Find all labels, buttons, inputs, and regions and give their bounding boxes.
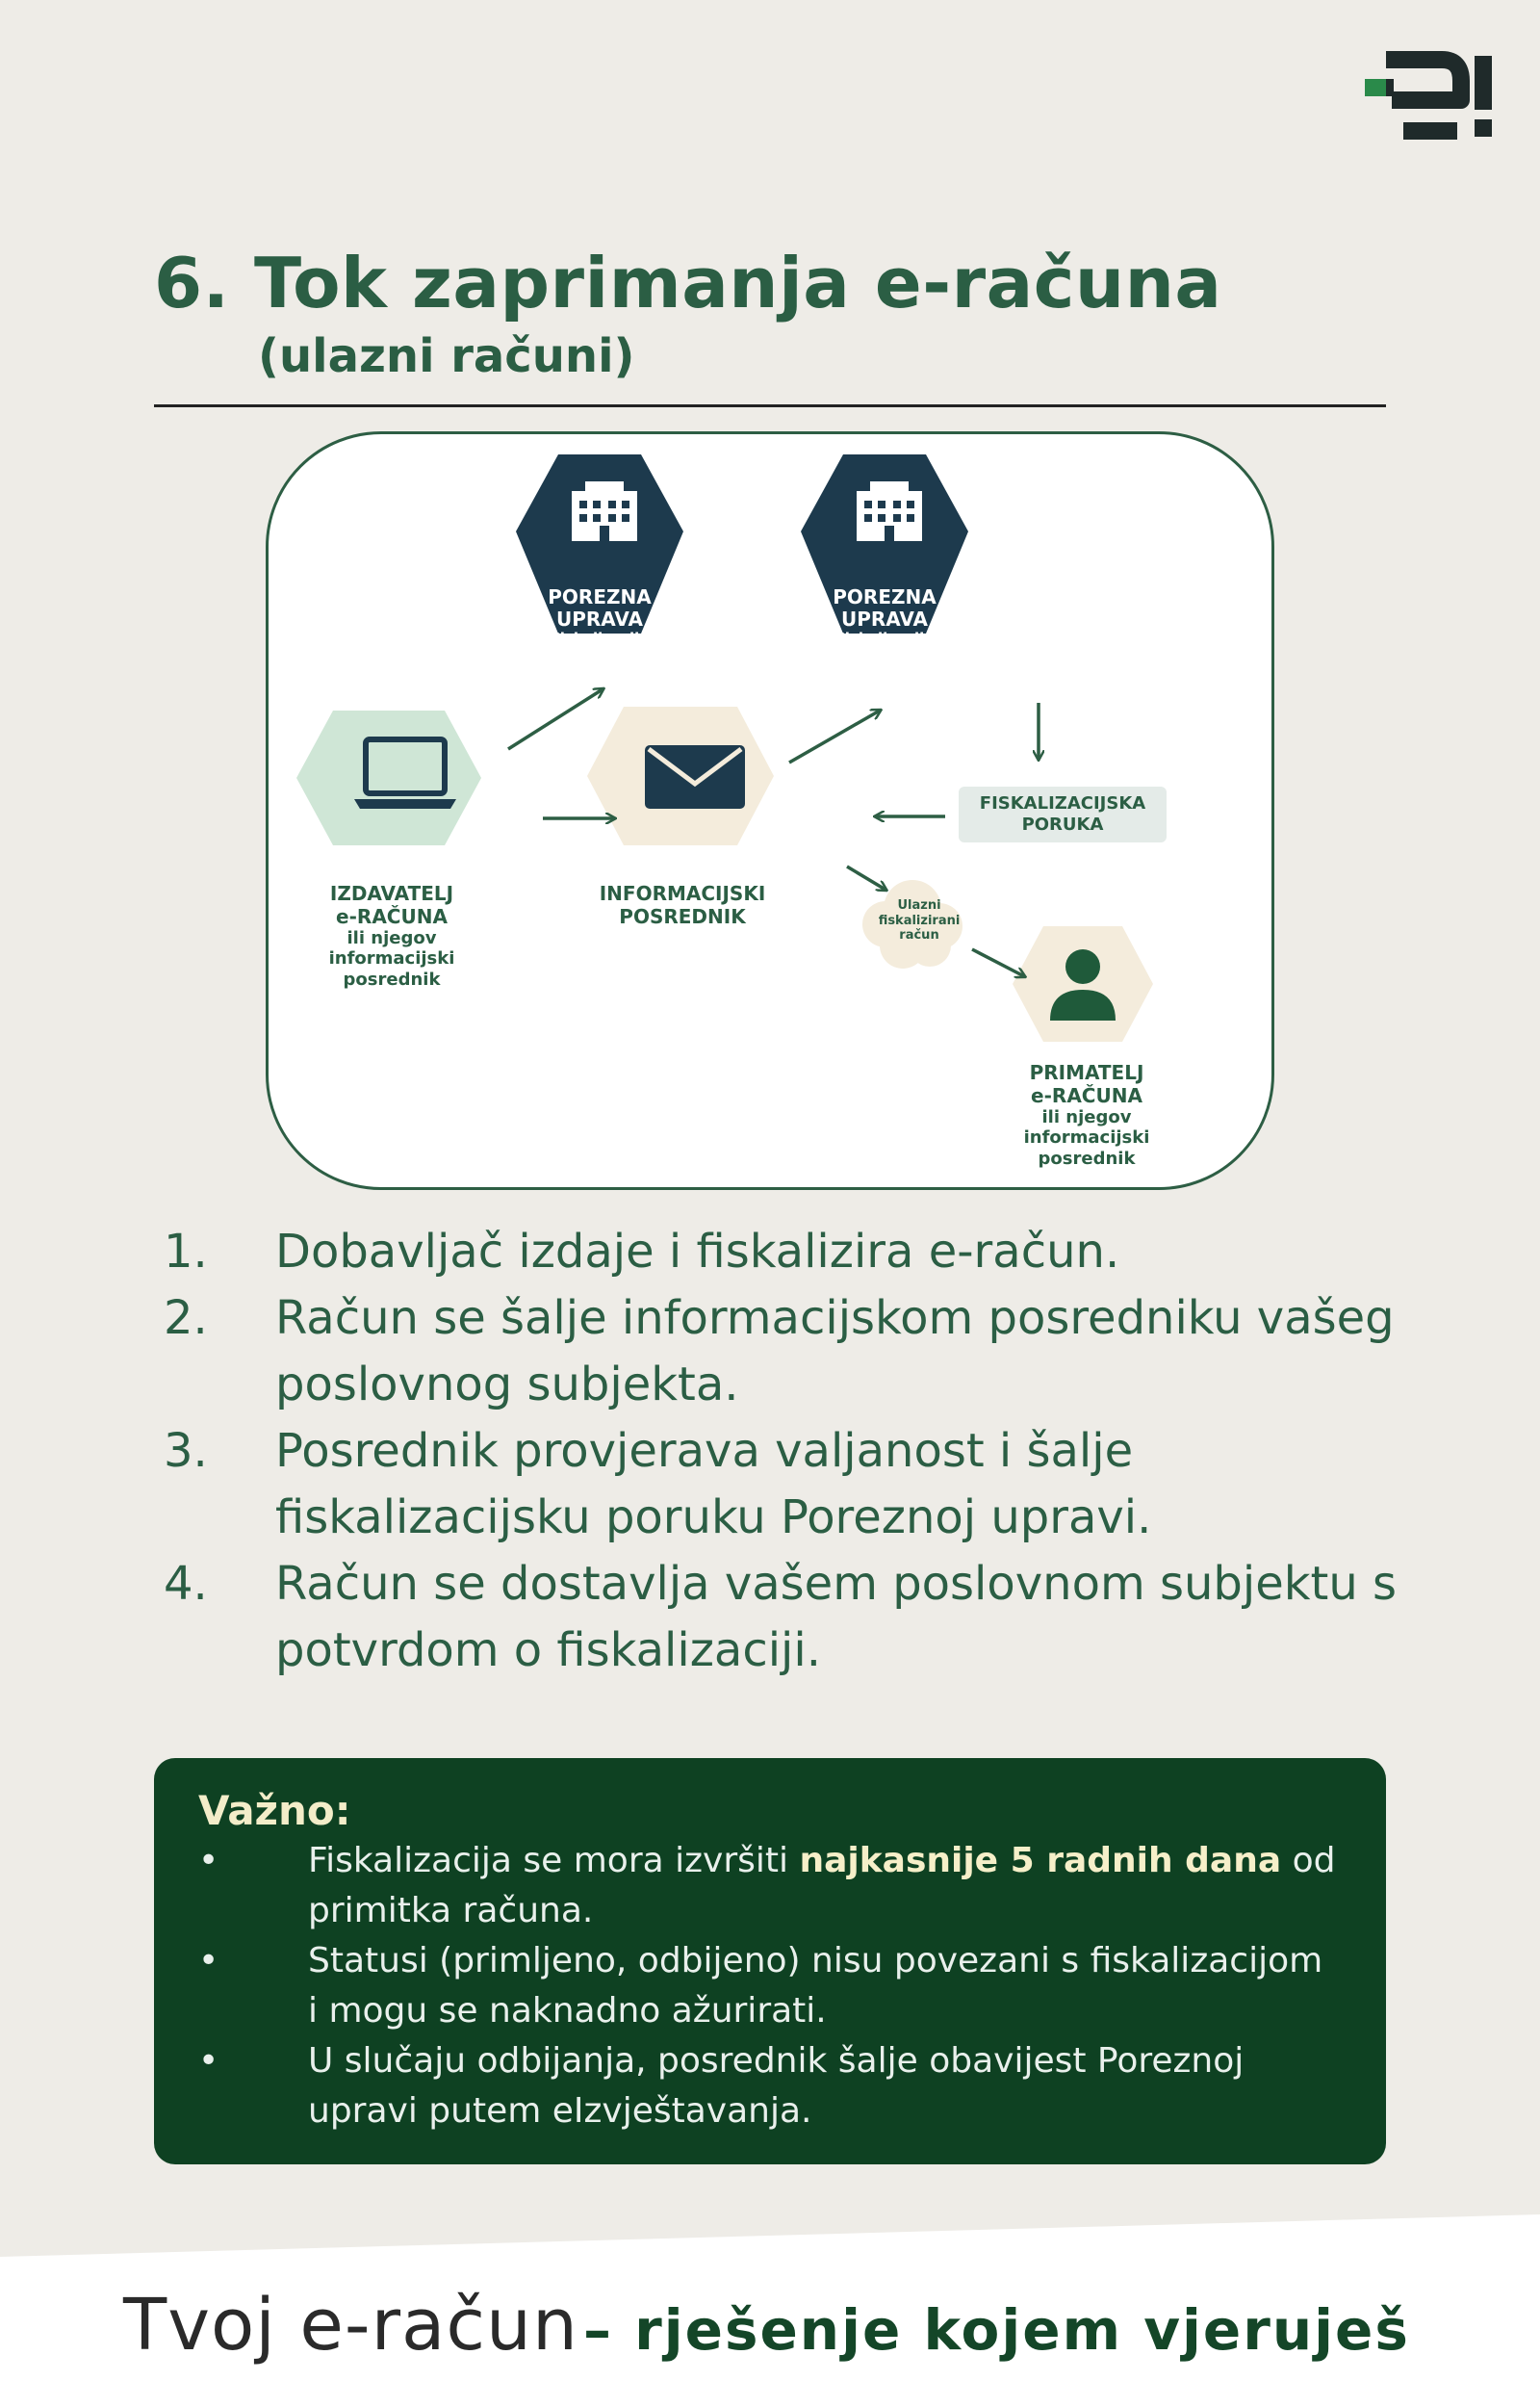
arrow-icon <box>847 867 886 890</box>
izdavatelj-hexagon <box>296 711 481 845</box>
footer-brand: Tvoj e-račun <box>123 2284 578 2367</box>
porezna-right-label: POREZNA UPRAVA Fiskalizacija ulaznog računa <box>822 585 947 664</box>
brand-logo <box>1365 44 1500 144</box>
page-title: 6. Tok zaprimanja e-računa <box>154 243 1222 324</box>
important-heading: Važno: <box>198 1787 351 1834</box>
title-divider <box>154 404 1386 407</box>
fiskalizacijska-poruka-badge: FISKALIZACIJSKA PORUKA <box>959 787 1167 842</box>
list-item: 4. Račun se dostavlja vašem poslovnom subjektu s potvrdom o fiskalizaciji. <box>164 1557 1398 1677</box>
porezna-left-label: POREZNA UPRAVA Fiskalizacija izlaznog računa <box>535 585 664 664</box>
logo-e-icon <box>1365 60 1461 131</box>
logo-exclamation-icon <box>1475 56 1492 137</box>
list-item: • Statusi (primljeno, odbijeno) nisu povezani s fiskalizacijom i mogu se naknadno ažurirati. <box>198 1941 1323 2031</box>
steps-list <box>164 1219 1415 1684</box>
flow-diagram <box>266 431 1274 1190</box>
important-list <box>198 1836 1342 2136</box>
list-item: • Fiskalizacija se mora izvršiti najkasnije 5 radnih dana od primitka računa. <box>198 1841 1336 1930</box>
page-subtitle: (ulazni računi) <box>258 329 635 383</box>
important-notice <box>154 1758 1386 2164</box>
cloud-label: Ulazni fiskalizirani račun <box>878 898 961 944</box>
list-item: • U slučaju odbijanja, posrednik šalje obavijest Poreznoj upravi putem eIzvještavanja. <box>198 2041 1245 2131</box>
arrow-icon <box>508 689 603 749</box>
footer-tagline: – rješenje kojem vjeruješ <box>582 2297 1410 2363</box>
envelope-icon <box>645 745 745 809</box>
arrow-icon <box>972 949 1024 976</box>
izdavatelj-label: IZDAVATELJ e-RAČUNA ili njegov informacijski posrednik <box>328 882 455 990</box>
list-item: 1. Dobavljač izdaje i fiskalizira e-račun. <box>164 1225 1120 1279</box>
list-item: 2. Račun se šalje informacijskom posredniku vašeg poslovnog subjekta. <box>164 1291 1395 1411</box>
arrow-icon <box>789 711 880 763</box>
list-item: 3. Posrednik provjerava valjanost i šalje fiskalizacijsku poruku Poreznoj upravi. <box>164 1424 1152 1544</box>
primatelj-label: PRIMATELJ e-RAČUNA ili njegov informacijski posrednik <box>1023 1061 1150 1169</box>
footer-slogan <box>123 2284 1410 2367</box>
posrednik-label: INFORMACIJSKI POSREDNIK <box>599 882 766 928</box>
